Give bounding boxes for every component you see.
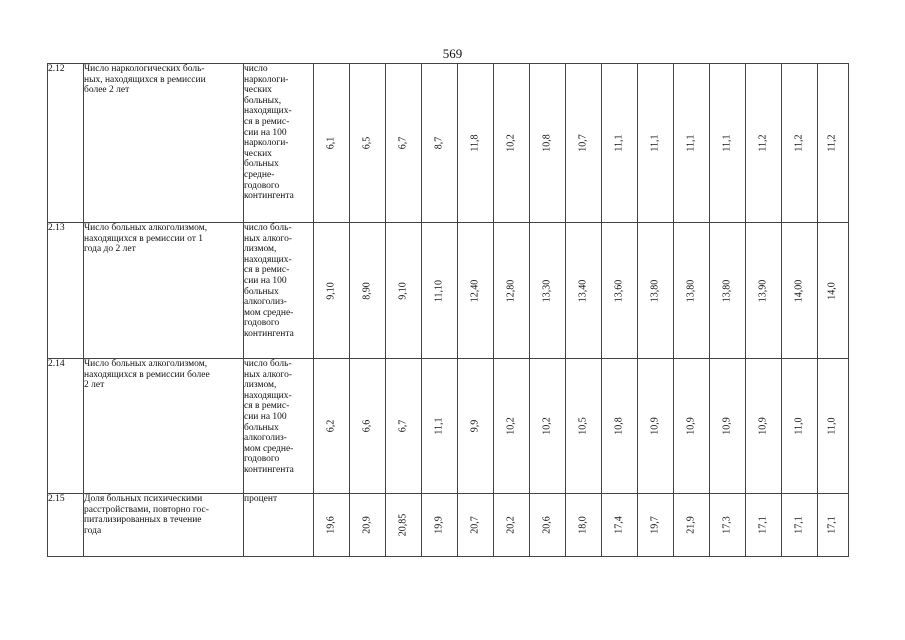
value-cell bbox=[746, 64, 782, 223]
value-text: 6,7 bbox=[397, 419, 409, 433]
indicator-name-cell: Число наркологических боль- ных, находящихся в ремиссии более 2 лет bbox=[84, 64, 244, 223]
value-cell bbox=[782, 494, 818, 557]
value-text: 10,9 bbox=[649, 417, 661, 435]
row-number-cell: 2.12 bbox=[48, 64, 84, 223]
value-text: 17,1 bbox=[793, 516, 805, 534]
value-text: 9,10 bbox=[397, 281, 409, 300]
value-cell bbox=[674, 223, 710, 359]
value-text: 13,80 bbox=[685, 279, 697, 302]
value-text: 11,10 bbox=[433, 279, 445, 302]
value-cell bbox=[638, 359, 674, 494]
page-number: 569 bbox=[442, 46, 463, 61]
value-cell bbox=[458, 64, 494, 223]
value-text: 9,10 bbox=[325, 281, 337, 300]
value-cell bbox=[782, 64, 818, 223]
value-cell bbox=[386, 359, 422, 494]
value-text: 20,7 bbox=[469, 516, 481, 534]
value-text: 11,2 bbox=[757, 134, 769, 152]
value-cell bbox=[818, 64, 849, 223]
value-text: 6,7 bbox=[397, 136, 409, 150]
value-text: 14,0 bbox=[826, 281, 838, 300]
value-cell bbox=[530, 359, 566, 494]
value-cell bbox=[818, 359, 849, 494]
indicator-name-cell: Число больных алкоголизмом, находящихся в ремиссии более 2 лет bbox=[84, 359, 244, 494]
value-text: 13,60 bbox=[613, 279, 625, 302]
value-text: 13,40 bbox=[577, 279, 589, 302]
value-text: 11,2 bbox=[826, 134, 838, 152]
value-cell bbox=[494, 223, 530, 359]
value-cell bbox=[386, 64, 422, 223]
value-cell bbox=[314, 494, 350, 557]
value-cell bbox=[530, 223, 566, 359]
value-text: 18,0 bbox=[577, 516, 589, 534]
value-cell bbox=[422, 64, 458, 223]
value-text: 13,80 bbox=[721, 279, 733, 302]
table-row bbox=[48, 494, 849, 557]
value-cell bbox=[422, 223, 458, 359]
unit-cell: число боль- ных алкого- лизмом, находящих- ся в ремис- сии на 100 больных алкоголиз- мом средне- годового контингента bbox=[244, 359, 314, 494]
value-cell bbox=[674, 359, 710, 494]
value-text: 10,9 bbox=[685, 417, 697, 435]
table-row bbox=[48, 359, 849, 494]
value-text: 11,1 bbox=[649, 134, 661, 152]
value-text: 8,7 bbox=[433, 136, 445, 150]
value-text: 13,30 bbox=[541, 279, 553, 302]
indicator-name-cell: Число больных алкоголизмом, находящихся в ремиссии от 1 года до 2 лет bbox=[84, 223, 244, 359]
value-cell bbox=[350, 359, 386, 494]
row-number-cell: 2.13 bbox=[48, 223, 84, 359]
value-text: 10,2 bbox=[505, 134, 517, 152]
value-text: 21,9 bbox=[685, 516, 697, 534]
value-cell bbox=[746, 223, 782, 359]
unit-cell: число боль- ных алкого- лизмом, находящих- ся в ремис- сии на 100 больных алкоголиз- мом средне- годового контингента bbox=[244, 223, 314, 359]
value-cell bbox=[458, 494, 494, 557]
value-text: 13,90 bbox=[757, 279, 769, 302]
value-cell bbox=[458, 223, 494, 359]
value-cell bbox=[314, 223, 350, 359]
value-cell bbox=[422, 494, 458, 557]
value-text: 11,1 bbox=[721, 134, 733, 152]
value-cell bbox=[710, 494, 746, 557]
value-text: 20,6 bbox=[541, 516, 553, 534]
value-text: 11,8 bbox=[469, 134, 481, 152]
value-cell bbox=[386, 223, 422, 359]
value-cell bbox=[494, 494, 530, 557]
value-cell bbox=[818, 494, 849, 557]
value-cell bbox=[494, 64, 530, 223]
value-text: 9,9 bbox=[469, 419, 481, 433]
value-cell bbox=[566, 223, 602, 359]
value-text: 20,9 bbox=[361, 516, 373, 534]
value-text: 17,3 bbox=[721, 516, 733, 534]
value-text: 14,00 bbox=[793, 279, 805, 302]
value-cell bbox=[782, 359, 818, 494]
table-row bbox=[48, 64, 849, 223]
value-cell bbox=[566, 494, 602, 557]
table-row bbox=[48, 223, 849, 359]
value-text: 10,8 bbox=[613, 417, 625, 435]
value-cell bbox=[638, 64, 674, 223]
value-text: 10,7 bbox=[577, 134, 589, 152]
value-text: 17,1 bbox=[826, 516, 838, 534]
value-text: 12,80 bbox=[505, 279, 517, 302]
value-cell bbox=[494, 359, 530, 494]
value-cell bbox=[314, 64, 350, 223]
value-cell bbox=[602, 223, 638, 359]
value-cell bbox=[638, 494, 674, 557]
value-text: 20,2 bbox=[505, 516, 517, 534]
value-text: 11,0 bbox=[826, 417, 838, 435]
value-cell bbox=[710, 64, 746, 223]
value-cell bbox=[746, 494, 782, 557]
value-text: 13,80 bbox=[649, 279, 661, 302]
value-text: 11,2 bbox=[793, 134, 805, 152]
value-cell bbox=[746, 359, 782, 494]
value-cell bbox=[458, 359, 494, 494]
value-cell bbox=[782, 223, 818, 359]
value-text: 19,9 bbox=[433, 516, 445, 534]
value-text: 11,0 bbox=[793, 417, 805, 435]
row-number-cell: 2.15 bbox=[48, 494, 84, 557]
value-cell bbox=[386, 494, 422, 557]
value-text: 10,2 bbox=[505, 417, 517, 435]
value-text: 11,1 bbox=[433, 417, 445, 435]
value-text: 20,85 bbox=[397, 513, 409, 537]
value-text: 11,1 bbox=[613, 134, 625, 152]
value-cell bbox=[530, 64, 566, 223]
value-text: 17,1 bbox=[757, 516, 769, 534]
value-text: 17,4 bbox=[613, 516, 625, 534]
value-text: 12,40 bbox=[469, 279, 481, 302]
value-cell bbox=[710, 223, 746, 359]
value-text: 11,1 bbox=[685, 134, 697, 152]
indicators-table bbox=[47, 63, 849, 557]
value-cell bbox=[314, 359, 350, 494]
row-number-cell: 2.14 bbox=[48, 359, 84, 494]
value-text: 19,6 bbox=[325, 516, 337, 534]
value-text: 6,1 bbox=[325, 136, 337, 150]
value-text: 8,90 bbox=[361, 281, 373, 300]
value-cell bbox=[674, 64, 710, 223]
value-text: 6,6 bbox=[361, 419, 373, 433]
value-cell bbox=[674, 494, 710, 557]
value-text: 6,5 bbox=[361, 136, 373, 150]
value-cell bbox=[566, 359, 602, 494]
value-cell bbox=[350, 494, 386, 557]
value-text: 10,5 bbox=[577, 417, 589, 435]
value-text: 10,8 bbox=[541, 134, 553, 152]
value-cell bbox=[602, 359, 638, 494]
value-cell bbox=[422, 359, 458, 494]
value-cell bbox=[566, 64, 602, 223]
value-cell bbox=[818, 223, 849, 359]
value-cell bbox=[638, 223, 674, 359]
value-cell bbox=[350, 223, 386, 359]
value-text: 19,7 bbox=[649, 516, 661, 534]
unit-cell: процент bbox=[244, 494, 314, 557]
value-cell bbox=[710, 359, 746, 494]
value-cell bbox=[530, 494, 566, 557]
value-cell bbox=[350, 64, 386, 223]
value-text: 6,2 bbox=[325, 419, 337, 433]
indicator-name-cell: Доля больных психическими расстройствами, повторно гос- питализированных в течение года bbox=[84, 494, 244, 557]
value-cell bbox=[602, 494, 638, 557]
value-text: 10,9 bbox=[757, 417, 769, 435]
value-text: 10,2 bbox=[541, 417, 553, 435]
value-text: 10,9 bbox=[721, 417, 733, 435]
value-cell bbox=[602, 64, 638, 223]
unit-cell: число наркологи- ческих больных, находящих- ся в ремис- сии на 100 наркологи- ческих больных средне- годового контингента bbox=[244, 64, 314, 223]
